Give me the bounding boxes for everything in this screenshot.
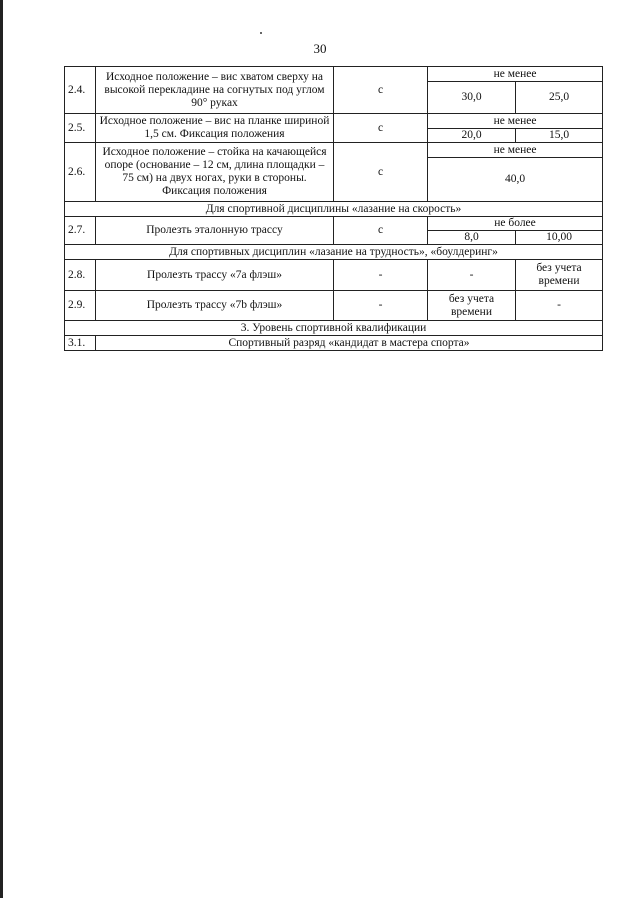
unit-cell: с: [334, 217, 428, 245]
section-heading: Для спортивной дисциплины «лазание на скорость»: [65, 202, 603, 217]
exercise-description: Пролезть трассу «7b флэш»: [96, 291, 334, 321]
unit-cell: -: [334, 260, 428, 291]
norm-header: не более: [428, 217, 603, 231]
scan-speck: [260, 32, 262, 34]
exercise-description: Исходное положение – вис на планке шириной 1,5 см. Фиксация положения: [96, 114, 334, 143]
table-row: [65, 291, 603, 321]
row-number: 2.8.: [65, 260, 96, 291]
value-merged: 40,0: [428, 158, 603, 202]
exercise-description: Исходное положение – стойка на качающейся опоре (основание – 12 см, длина площадки – 75 см) на двух ногах, руки в стороны. Фиксация положения: [96, 143, 334, 202]
table-row: [65, 202, 603, 217]
row-number: 2.7.: [65, 217, 96, 245]
value-female: 10,00: [516, 231, 603, 245]
value-female: 25,0: [516, 82, 603, 114]
exercise-description: Пролезть трассу «7а флэш»: [96, 260, 334, 291]
value-female: без учета времени: [516, 260, 603, 291]
table-row: [65, 217, 603, 231]
row-number: 3.1.: [65, 336, 96, 351]
table-row: [65, 260, 603, 291]
value-female: 15,0: [516, 129, 603, 143]
table-row: [65, 67, 603, 82]
table-row: [65, 336, 603, 351]
exercise-description: Пролезть эталонную трассу: [96, 217, 334, 245]
value-male: без учета времени: [428, 291, 516, 321]
unit-cell: с: [334, 114, 428, 143]
value-male: 20,0: [428, 129, 516, 143]
value-male: 8,0: [428, 231, 516, 245]
row-number: 2.6.: [65, 143, 96, 202]
exercise-description: Исходное положение – вис хватом сверху на высокой перекладине на согнутых под углом 90° руках: [96, 67, 334, 114]
section-heading: 3. Уровень спортивной квалификации: [65, 321, 603, 336]
value-female: -: [516, 291, 603, 321]
table-row: [65, 114, 603, 129]
value-male: -: [428, 260, 516, 291]
row-number: 2.4.: [65, 67, 96, 114]
norm-header: не менее: [428, 114, 603, 129]
table-row: [65, 143, 603, 158]
unit-cell: с: [334, 67, 428, 114]
qualification-text: Спортивный разряд «кандидат в мастера спорта»: [96, 336, 603, 351]
table-row: [65, 321, 603, 336]
norm-header: не менее: [428, 67, 603, 82]
table-row: [65, 245, 603, 260]
unit-cell: с: [334, 143, 428, 202]
row-number: 2.9.: [65, 291, 96, 321]
value-male: 30,0: [428, 82, 516, 114]
row-number: 2.5.: [65, 114, 96, 143]
unit-cell: -: [334, 291, 428, 321]
norm-header: не менее: [428, 143, 603, 158]
norms-table: [64, 66, 603, 351]
page-number: 30: [313, 41, 327, 56]
section-heading: Для спортивных дисциплин «лазание на трудность», «боулдеринг»: [65, 245, 603, 260]
scan-border-line: [0, 0, 3, 898]
